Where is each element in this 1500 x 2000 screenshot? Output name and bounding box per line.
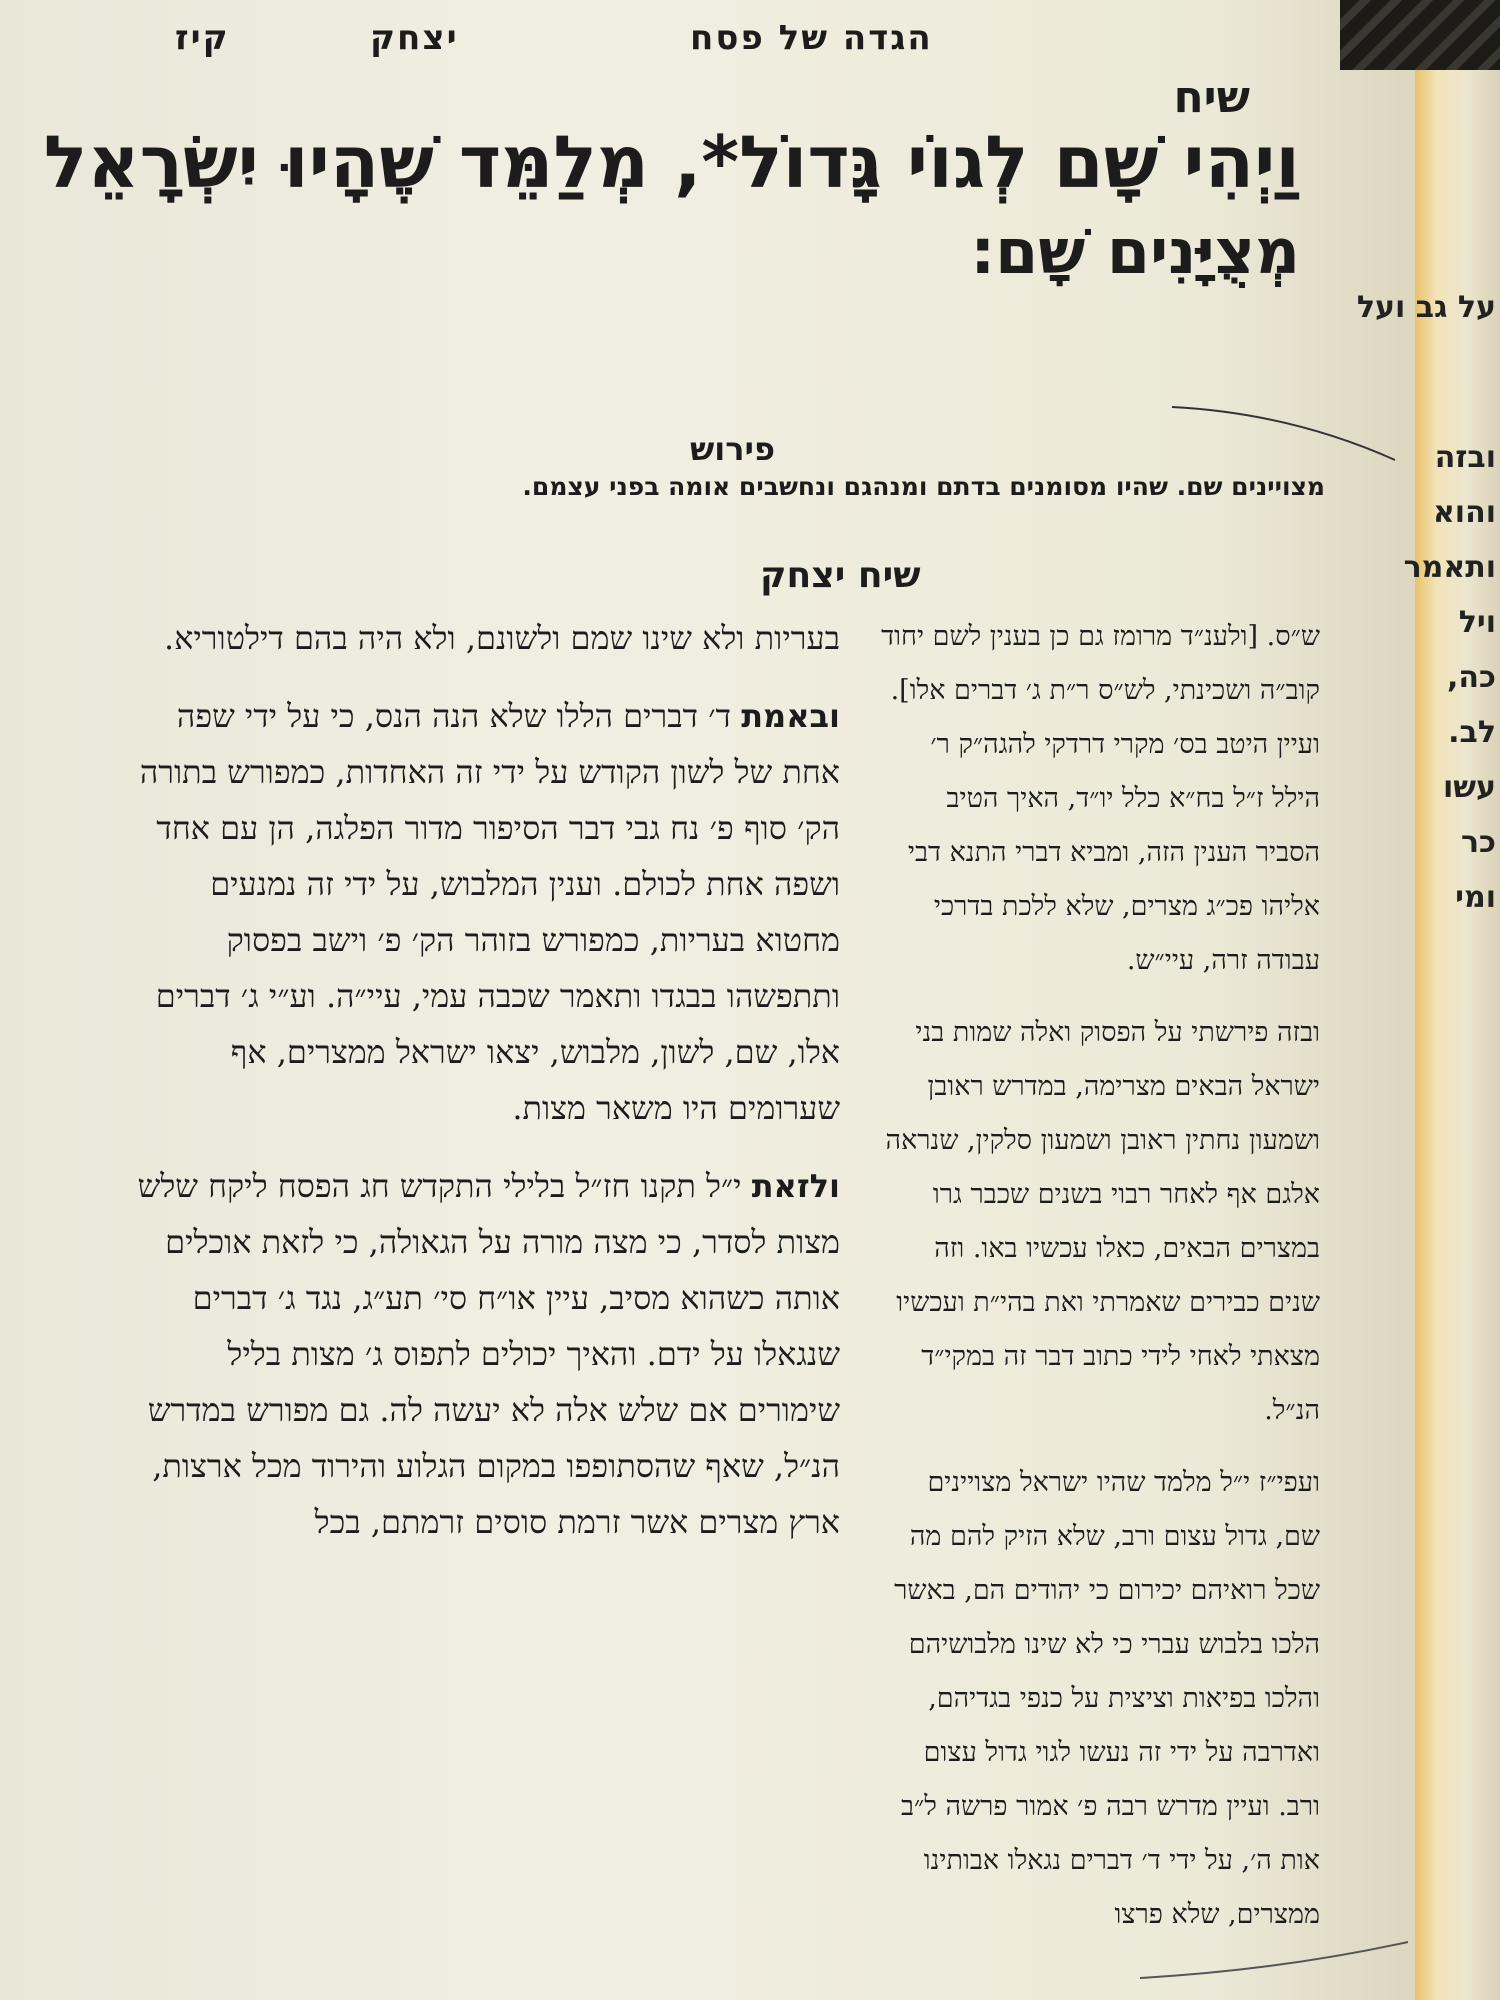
adjacent-page-text: ותאמר <box>1403 550 1496 585</box>
background-fabric <box>1340 0 1500 70</box>
commentary-paragraph <box>120 688 840 1136</box>
adjacent-page-text: ובזה <box>1434 440 1496 475</box>
verse-line-1: וַיְהִי שָׁם לְגוֹי גָּדוֹל*, מְלַמֵּד שֶׁהָיוּ יִשְׂרָאֵל <box>43 120 1300 204</box>
paragraph-lead-word: ובאמת <box>741 697 840 735</box>
adjacent-page-edge <box>1356 0 1500 2000</box>
adjacent-page-text: ויל <box>1458 605 1496 640</box>
decorative-curve <box>1170 405 1400 465</box>
page-edge-line <box>1140 1940 1410 1980</box>
paragraph-body: י״ל תקנו חז״ל בלילי התקדש חג הפסח ליקח שלש מצות לסדר, כי מצה מורה על הגאולה, כי לזאת אוכלים אותה כשהוא מסיב, עיין או״ח סי׳ תע״ג, נגד ג׳ דברים שנגאלו על ידם. והאיך יכולים לתפוס ג׳ מצות בליל שימורים אם שלש אלה לא יעשה לה. גם מפורש במדרש הנ״ל, שאף שהסתופפו במקום הגלוע והירוד מכל ארצות, ארץ מצרים אשר זרמת סוסים זרמתם, בכל <box>137 1167 840 1541</box>
paragraph-lead-word: ולזאת <box>751 1167 840 1205</box>
commentary-paragraph: ובזה פירשתי על הפסוק ואלה שמות בני ישראל הבאים מצרימה, במדרש ראובן ושמעון נחתין ראובן ושמעון סלקין, שנראה אלגם אף לאחר רבוי בשנים שכבר גרו במצרים הבאים, כאלו עכשיו באו. וזה שנים כבירים שאמרתי ואת בהי״ת ועכשיו מצאתי לאחי לידי כתוב דבר זה במקי״ד הנ״ל. <box>885 1017 1320 1426</box>
commentary-column-left <box>120 610 840 1572</box>
verse-line-2: מְצֻיָּנִים שָׁם: <box>970 215 1300 288</box>
perush-text: מצויינים שם. שהיו מסומנים בדתם ומנהגם ונחשבים אומה בפני עצמם. <box>522 472 1325 501</box>
commentary-column-right <box>880 610 1320 1960</box>
adjacent-page-text: כה, <box>1447 660 1496 695</box>
commentary-paragraph <box>120 1158 840 1550</box>
paragraph-body: ד׳ דברים הללו שלא הנה הנס, כי על ידי שפה אחת של לשון הקודש על ידי זה האחדות, כמפורש בתורה הק׳ סוף פ׳ נח גבי דבר הסיפור מדור הפלגה, הן עם אחד ושפה אחת לכולם. וענין המלבוש, על ידי זה נמנעים מחטוא בעריות, כמפורש בזוהר הק׳ פ׳ וישב בפסוק ותתפשהו בבגדו ותאמר שכבה עמי, עיי״ה. וע״י ג׳ דברים אלו, שם, לשון, מלבוש, יצאו ישראל ממצרים, אף שערומים היו משאר מצות. <box>139 697 840 1127</box>
adjacent-page-text: עשו <box>1442 770 1496 805</box>
commentary-paragraph: ועפי״ז י״ל מלמד שהיו ישראל מצויינים שם, גדול עצום ורב, שלא הזיק להם מה שכל רואיהם יכירום כי יהודים הם, באשר הלכו בלבוש עברי כי לא שינו מלבושיהם והלכו בפיאות וציצית על כנפי בגדיהם, ואדרבה על ידי זה נעשו לגוי גדול עצום ורב. ועיין מדרש רבה פ׳ אמור פרשה ל״ב אות ה׳, על ידי ד׳ דברים נגאלו אבותינו ממצרים, שלא פרצו <box>894 1467 1320 1930</box>
running-header-title: הגדה של פסח <box>690 18 933 58</box>
commentary-paragraph: ש״ס. [ולענ״ד מרומז גם כן בענין לשם יחוד קוב״ה ושכינתי, לש״ס ר״ת ג׳ דברים אלו]. ועיין היטב בס׳ מקרי דרדקי להגה״ק ר׳ הילל ז״ל בח״א כלל יו״ד, האיך הטיב הסביר הענין הזה, ומביא דברי התנא דבי אליהו פכ״ג מצרים, שלא ללכת בדרכי עבודה זרה, עיי״ש. <box>881 621 1320 976</box>
commentary-paragraph: בעריות ולא שינו שמם ולשונם, ולא היה בהם דילטוריא. <box>164 619 840 657</box>
adjacent-page-text: על גב ועל <box>1356 290 1496 325</box>
adjacent-page-text: כר <box>1460 825 1496 860</box>
section-label: שיח <box>1173 72 1250 123</box>
adjacent-page-text: והוא <box>1432 495 1496 530</box>
perush-heading: פירוש <box>690 430 775 468</box>
commentary-heading: שיח יצחק <box>760 555 921 596</box>
running-header-series: יצחק <box>370 18 459 58</box>
page-number: קיז <box>175 18 230 58</box>
adjacent-page-text: לב. <box>1448 715 1496 750</box>
adjacent-page-text: ומי <box>1455 880 1496 915</box>
